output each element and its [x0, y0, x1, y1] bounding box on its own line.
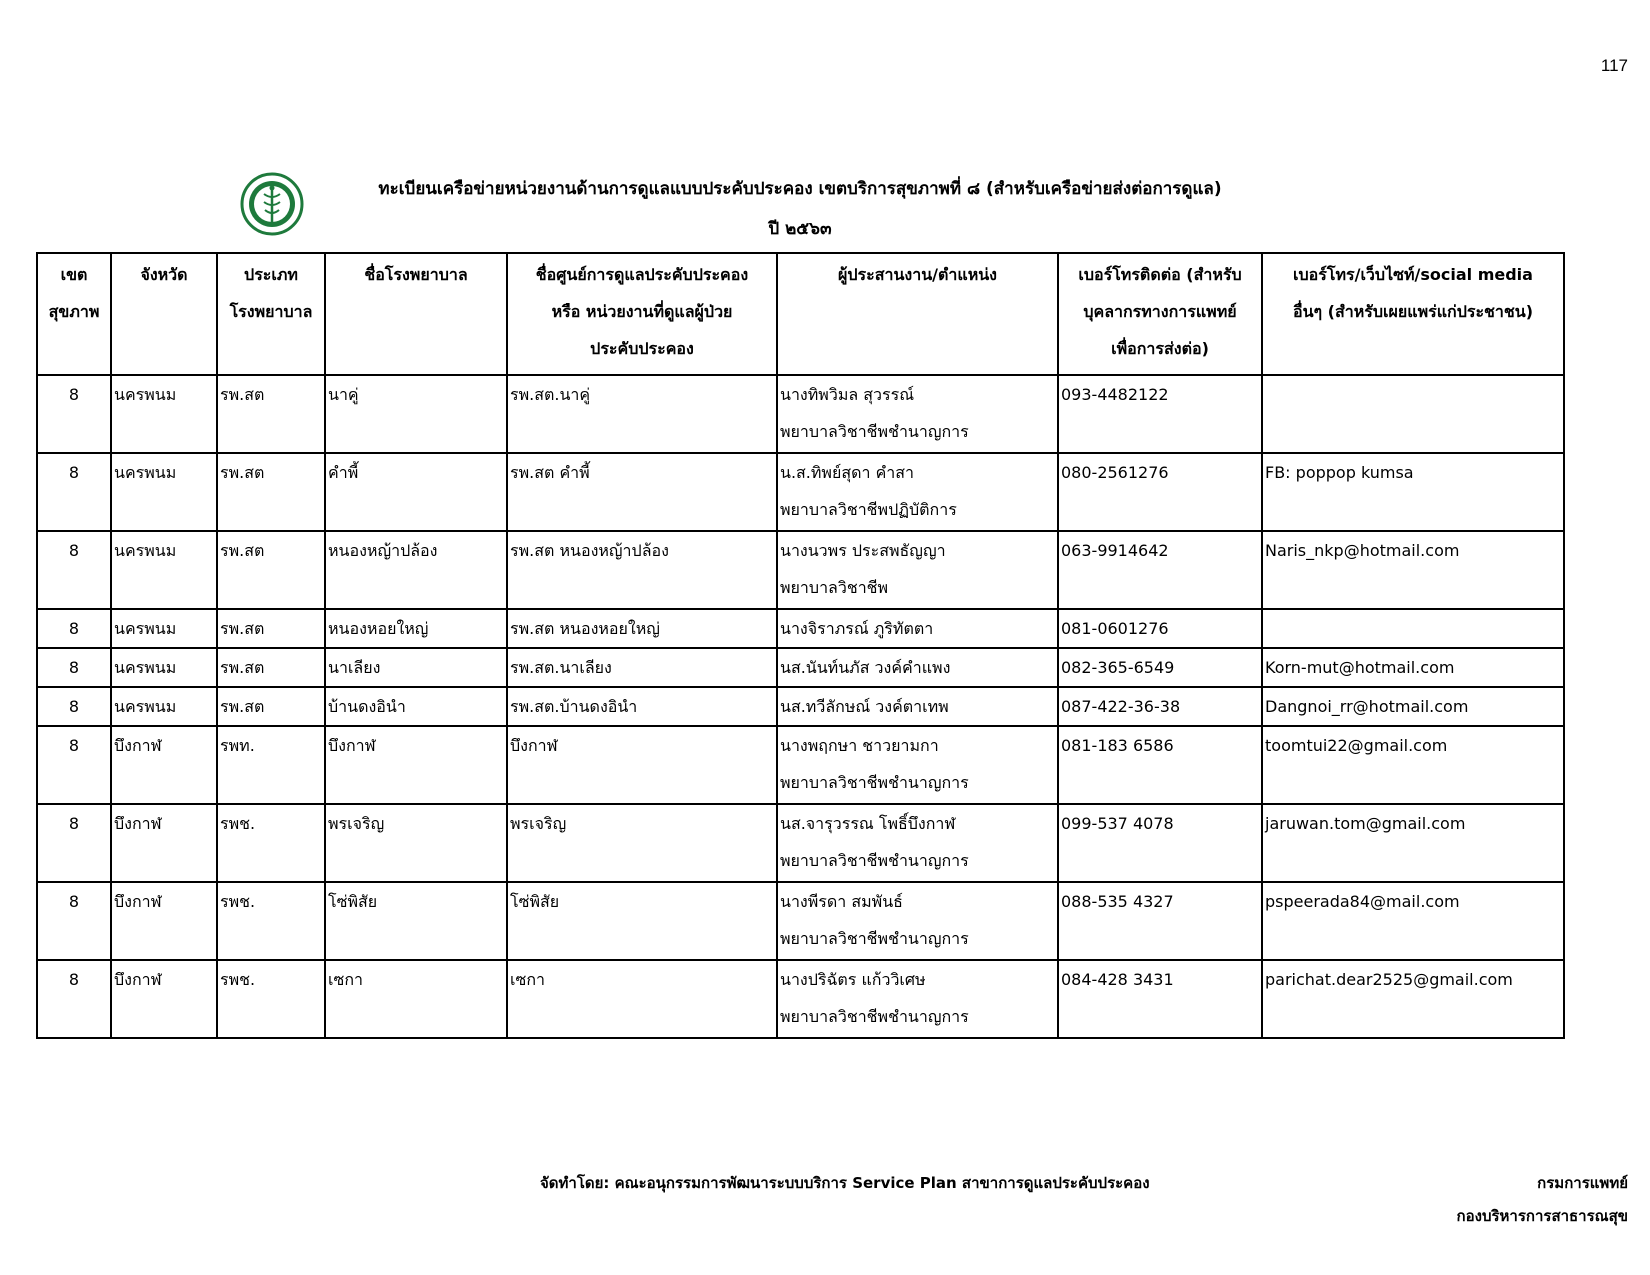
cell-hospital-name: นาเลียง [325, 648, 507, 687]
cell-staff-phone: 081-0601276 [1058, 609, 1262, 648]
cell-hospital-type: รพช. [217, 960, 325, 1038]
document-title: ทะเบียนเครือข่ายหน่วยงานด้านการดูแลแบบประคับประคอง เขตบริการสุขภาพที่ ๘ (สำหรับเครือข่ายส่งต่อการดูแล) [378, 179, 1222, 199]
cell-hospital-type: รพ.สต [217, 609, 325, 648]
cell-care-center: โซ่พิสัย [507, 882, 777, 960]
cell-staff-phone: 082-365-6549 [1058, 648, 1262, 687]
cell-staff-phone: 063-9914642 [1058, 531, 1262, 609]
cell-hospital-name: บึงกาฬ [325, 726, 507, 804]
cell-public-contact: Dangnoi_rr@hotmail.com [1262, 687, 1564, 726]
col-header-public-contact: เบอร์โทร/เว็บไซท์/social media อื่นๆ (สำหรับเผยแพร่แก่ประชาชน) [1262, 253, 1564, 375]
cell-staff-phone: 084-428 3431 [1058, 960, 1262, 1038]
cell-hospital-type: รพช. [217, 882, 325, 960]
cell-hospital-type: รพ.สต [217, 453, 325, 531]
cell-province: นครพนม [111, 687, 217, 726]
cell-public-contact: parichat.dear2525@gmail.com [1262, 960, 1564, 1038]
network-register-table [36, 252, 1565, 1039]
cell-hospital-name: หนองหอยใหญ่ [325, 609, 507, 648]
col-header-care-center: ชื่อศูนย์การดูแลประคับประคอง หรือ หน่วยงานที่ดูแลผู้ป่วย ประคับประคอง [507, 253, 777, 375]
cell-care-center: บึงกาฬ [507, 726, 777, 804]
footer-prepared-by: จัดทำโดย: คณะอนุกรรมการพัฒนาระบบบริการ Service Plan สาขาการดูแลประคับประคอง [540, 1174, 1150, 1192]
cell-care-center: รพ.สต หนองหญ้าปล้อง [507, 531, 777, 609]
cell-zone: 8 [37, 453, 111, 531]
cell-care-center: รพ.สต.นาคู่ [507, 375, 777, 453]
cell-public-contact: FB: poppop kumsa [1262, 453, 1564, 531]
cell-coordinator: นส.ทวีลักษณ์ วงค์ตาเทพ [777, 687, 1058, 726]
cell-coordinator: นางจิราภรณ์ ภูริทัตตา [777, 609, 1058, 648]
cell-zone: 8 [37, 804, 111, 882]
cell-zone: 8 [37, 648, 111, 687]
cell-hospital-name: คำพี้ [325, 453, 507, 531]
footer-division: กองบริหารการสาธารณสุข [1456, 1207, 1628, 1225]
col-header-province: จังหวัด [111, 253, 217, 375]
cell-hospital-name: นาคู่ [325, 375, 507, 453]
cell-hospital-type: รพ.สต [217, 648, 325, 687]
cell-care-center: รพ.สต หนองหอยใหญ่ [507, 609, 777, 648]
col-header-staff-phone: เบอร์โทรติดต่อ (สำหรับ บุคลากรทางการแพทย์ เพื่อการส่งต่อ) [1058, 253, 1262, 375]
cell-zone: 8 [37, 882, 111, 960]
cell-care-center: เซกา [507, 960, 777, 1038]
cell-province: นครพนม [111, 609, 217, 648]
col-header-hospital-type: ประเภท โรงพยาบาล [217, 253, 325, 375]
cell-hospital-type: รพ.สต [217, 687, 325, 726]
cell-zone: 8 [37, 531, 111, 609]
cell-province: นครพนม [111, 375, 217, 453]
table-row [37, 804, 1564, 882]
col-header-coordinator: ผู้ประสานงาน/ตำแหน่ง [777, 253, 1058, 375]
document-year: ปี ๒๕๖๓ [768, 219, 832, 239]
cell-zone: 8 [37, 687, 111, 726]
page-number: 117 [1600, 56, 1628, 75]
cell-zone: 8 [37, 609, 111, 648]
cell-coordinator: นางพฤกษา ชาวยามกา พยาบาลวิชาชีพชำนาญการ [777, 726, 1058, 804]
cell-coordinator: นางพีรดา สมพันธ์ พยาบาลวิชาชีพชำนาญการ [777, 882, 1058, 960]
cell-staff-phone: 088-535 4327 [1058, 882, 1262, 960]
cell-zone: 8 [37, 960, 111, 1038]
cell-hospital-type: รพท. [217, 726, 325, 804]
ministry-seal-logo [237, 172, 307, 236]
cell-hospital-name: หนองหญ้าปล้อง [325, 531, 507, 609]
cell-care-center: รพ.สต.บ้านดงอินำ [507, 687, 777, 726]
table-row [37, 648, 1564, 687]
cell-staff-phone: 081-183 6586 [1058, 726, 1262, 804]
cell-zone: 8 [37, 726, 111, 804]
cell-public-contact: toomtui22@gmail.com [1262, 726, 1564, 804]
cell-public-contact: Korn-mut@hotmail.com [1262, 648, 1564, 687]
cell-hospital-name: เซกา [325, 960, 507, 1038]
cell-coordinator: น.ส.ทิพย์สุดา คำสา พยาบาลวิชาชีพปฏิบัติการ [777, 453, 1058, 531]
cell-hospital-name: บ้านดงอินำ [325, 687, 507, 726]
cell-zone: 8 [37, 375, 111, 453]
cell-province: นครพนม [111, 453, 217, 531]
cell-province: นครพนม [111, 531, 217, 609]
table-row [37, 531, 1564, 609]
cell-public-contact: jaruwan.tom@gmail.com [1262, 804, 1564, 882]
table-row [37, 882, 1564, 960]
cell-public-contact [1262, 609, 1564, 648]
table-row [37, 960, 1564, 1038]
table-row [37, 687, 1564, 726]
table-header-row [37, 253, 1564, 375]
cell-province: บึงกาฬ [111, 882, 217, 960]
cell-province: บึงกาฬ [111, 726, 217, 804]
cell-staff-phone: 087-422-36-38 [1058, 687, 1262, 726]
table-row [37, 453, 1564, 531]
cell-province: นครพนม [111, 648, 217, 687]
cell-care-center: รพ.สต คำพี้ [507, 453, 777, 531]
footer-department: กรมการแพทย์ [1537, 1174, 1628, 1192]
table-row [37, 609, 1564, 648]
cell-staff-phone: 099-537 4078 [1058, 804, 1262, 882]
col-header-hospital-name: ชื่อโรงพยาบาล [325, 253, 507, 375]
cell-coordinator: นส.นันท์นภัส วงค์คำแพง [777, 648, 1058, 687]
cell-hospital-name: โซ่พิสัย [325, 882, 507, 960]
cell-hospital-type: รพ.สต [217, 531, 325, 609]
cell-province: บึงกาฬ [111, 960, 217, 1038]
cell-coordinator: นางนวพร ประสพธัญญา พยาบาลวิชาชีพ [777, 531, 1058, 609]
cell-public-contact: Naris_nkp@hotmail.com [1262, 531, 1564, 609]
cell-care-center: รพ.สต.นาเลียง [507, 648, 777, 687]
cell-hospital-type: รพ.สต [217, 375, 325, 453]
col-header-zone: เขต สุขภาพ [37, 253, 111, 375]
cell-staff-phone: 080-2561276 [1058, 453, 1262, 531]
cell-public-contact: pspeerada84@mail.com [1262, 882, 1564, 960]
cell-hospital-name: พรเจริญ [325, 804, 507, 882]
cell-province: บึงกาฬ [111, 804, 217, 882]
table-row [37, 726, 1564, 804]
cell-coordinator: นางปริฉัตร แก้ววิเศษ พยาบาลวิชาชีพชำนาญการ [777, 960, 1058, 1038]
cell-hospital-type: รพช. [217, 804, 325, 882]
table-row [37, 375, 1564, 453]
cell-coordinator: นส.จารุวรรณ โพธิ์บึงกาฬ พยาบาลวิชาชีพชำนาญการ [777, 804, 1058, 882]
cell-care-center: พรเจริญ [507, 804, 777, 882]
cell-coordinator: นางทิพวิมล สุวรรณ์ พยาบาลวิชาชีพชำนาญการ [777, 375, 1058, 453]
cell-public-contact [1262, 375, 1564, 453]
cell-staff-phone: 093-4482122 [1058, 375, 1262, 453]
